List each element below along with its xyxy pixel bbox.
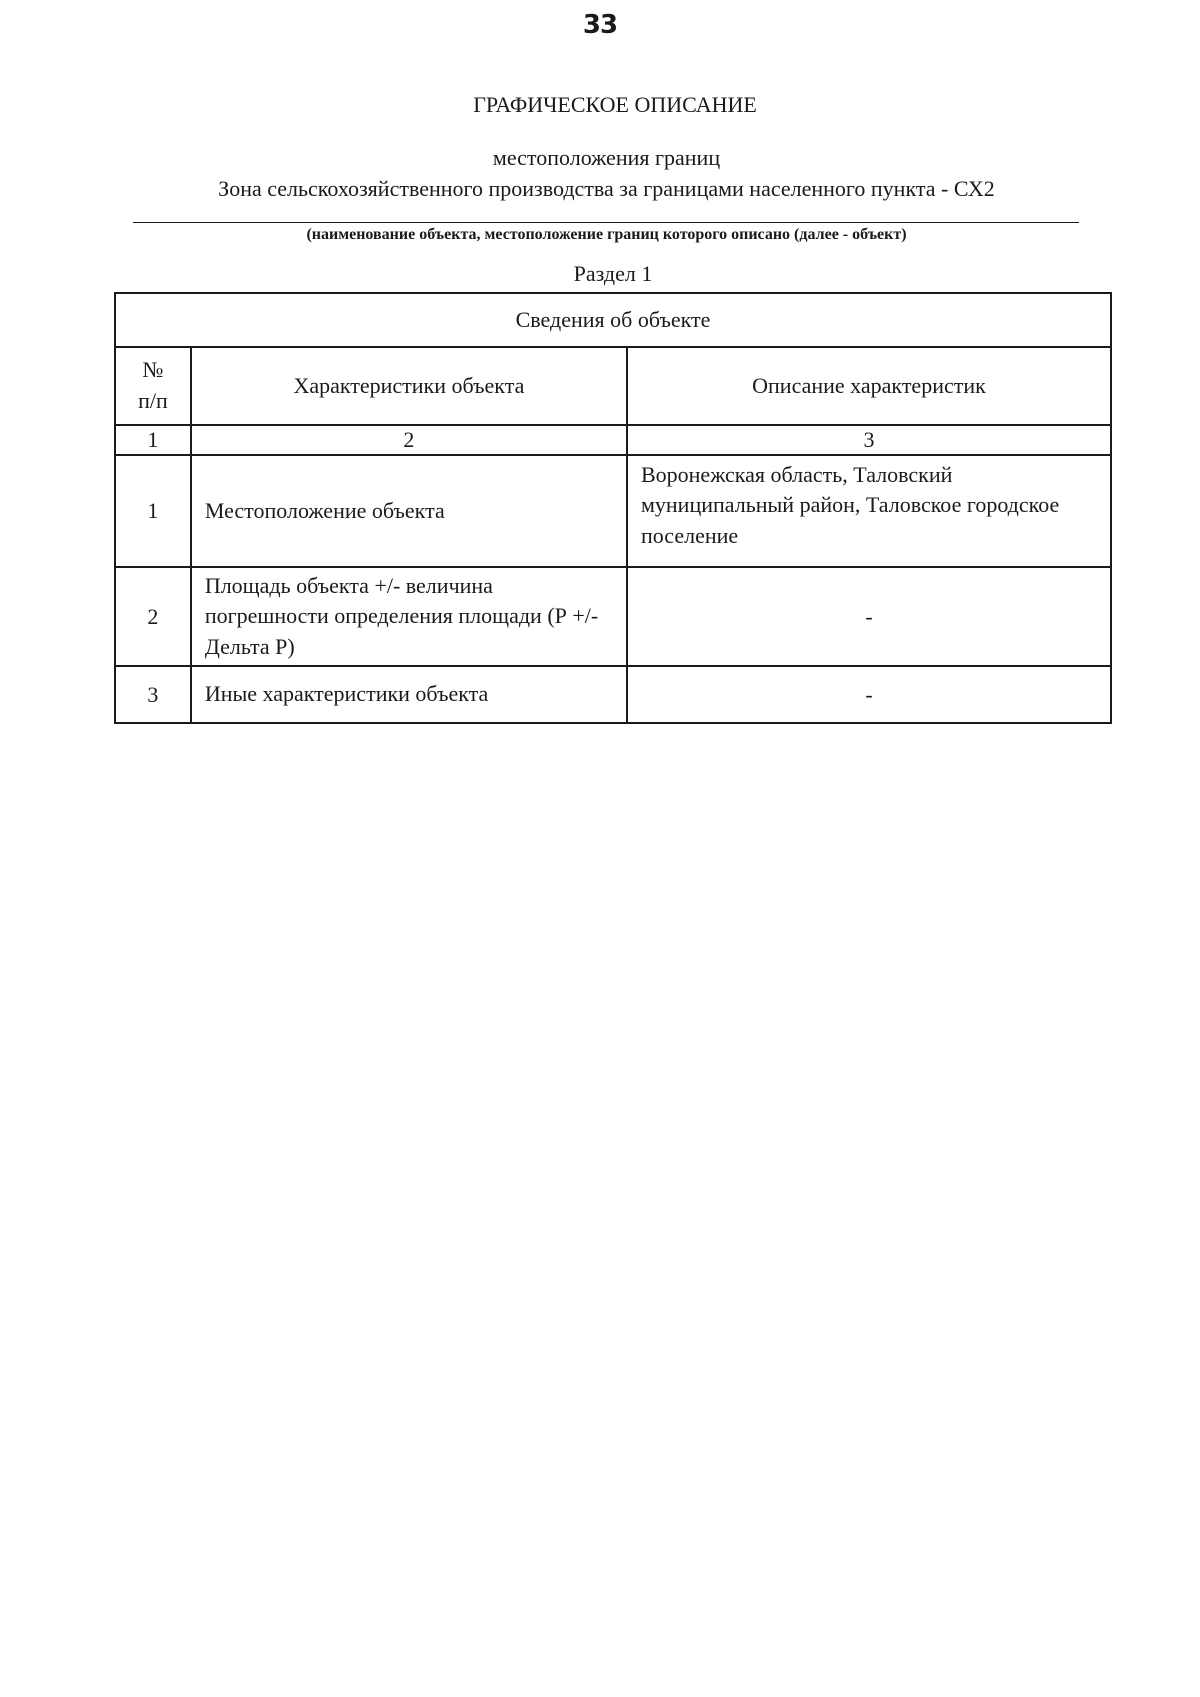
column-index: 3	[627, 425, 1111, 455]
column-index: 1	[115, 425, 191, 455]
row-number: 3	[115, 666, 191, 723]
table-row	[115, 455, 1111, 567]
column-index: 2	[191, 425, 627, 455]
row-description: -	[627, 666, 1111, 723]
header-num-abbr: п/п	[138, 388, 168, 413]
object-info-table	[114, 292, 1112, 724]
row-number: 1	[115, 455, 191, 567]
page-number: 33	[582, 10, 618, 40]
header-description: Описание характеристик	[627, 347, 1111, 425]
row-characteristic: Местоположение объекта	[191, 455, 627, 567]
header-num	[115, 347, 191, 425]
table-caption: Сведения об объекте	[115, 293, 1111, 347]
table-row	[115, 666, 1111, 723]
header-characteristic: Характеристики объекта	[191, 347, 627, 425]
column-index-row	[115, 425, 1111, 455]
row-characteristic: Иные характеристики объекта	[191, 666, 627, 723]
row-description: -	[627, 567, 1111, 666]
table-caption-row	[115, 293, 1111, 347]
document-title: ГРАФИЧЕСКОЕ ОПИСАНИЕ	[473, 92, 757, 117]
table-header-row	[115, 347, 1111, 425]
object-name-underline	[133, 222, 1079, 223]
document-subtitle: местоположения границ	[492, 145, 721, 170]
row-number: 2	[115, 567, 191, 666]
object-name: Зона сельскохозяйственного производства за границами населенного пункта - СХ2	[218, 176, 995, 201]
table-row	[115, 567, 1111, 666]
section-label: Раздел 1	[573, 261, 653, 286]
row-characteristic: Площадь объекта +/- величина погрешности определения площади (Р +/- Дельта Р)	[191, 567, 627, 666]
row-description: Воронежская область, Таловский муниципальный район, Таловское городское поселение	[627, 455, 1111, 567]
object-name-caption: (наименование объекта, местоположение границ которого описано (далее - объект)	[306, 226, 907, 243]
header-num-symbol: №	[142, 357, 164, 383]
